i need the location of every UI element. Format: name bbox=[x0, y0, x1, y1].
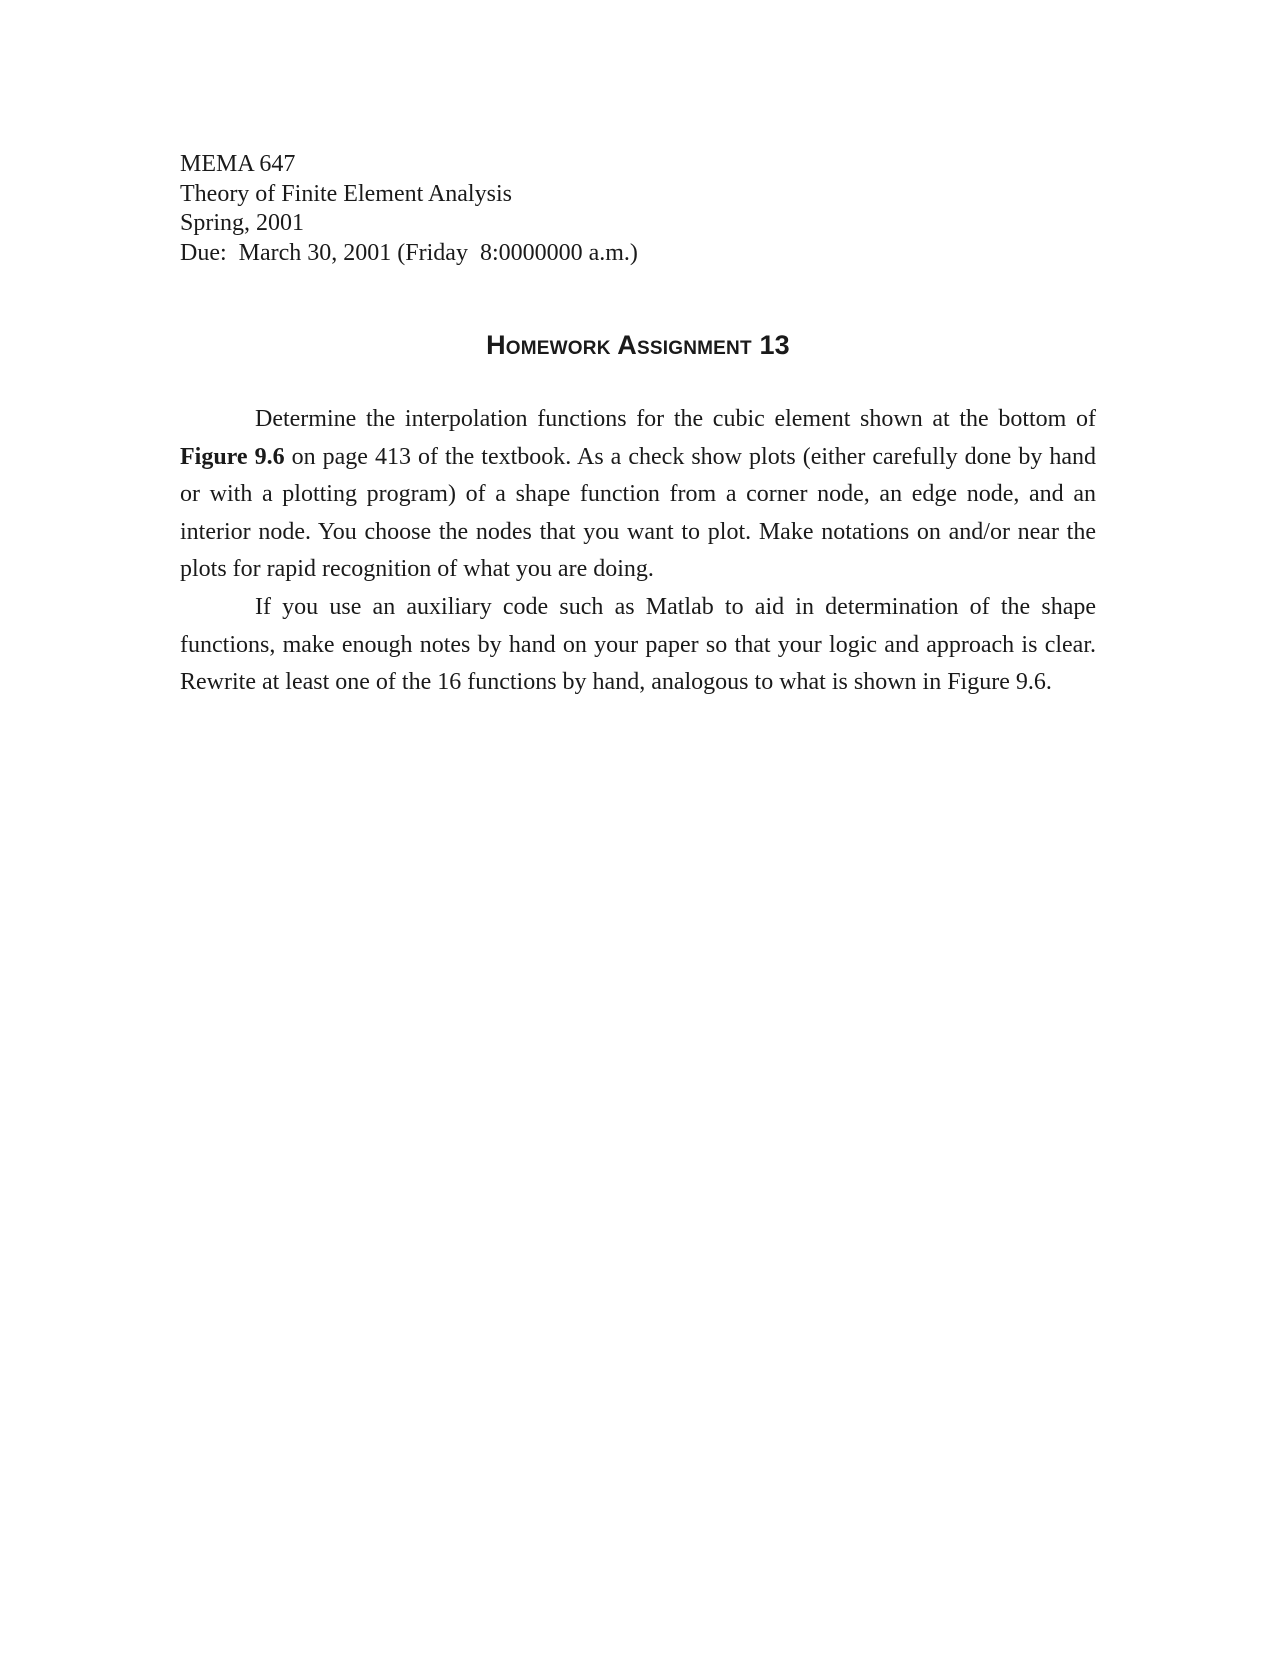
figure-reference: Figure 9.6 bbox=[180, 443, 285, 470]
assignment-body bbox=[180, 401, 1096, 702]
paragraph-2: If you use an auxiliary code such as Matlab to aid in determination of the shape functions, make enough notes by hand on your paper so that your logic and approach is clear. Rewrite at least one of the 16 functions by hand, analogous to what is shown in Figure 9.6. bbox=[180, 593, 1096, 696]
paragraph-1 bbox=[180, 401, 1096, 589]
course-number: MEMA 647 bbox=[180, 151, 296, 177]
paragraph-1-lead: Determine the interpolation functions for the cubic element shown at the bottom of bbox=[255, 406, 1096, 432]
term: Spring, 2001 bbox=[180, 210, 305, 236]
paragraph-1-rest: on page 413 of the textbook. As a check show plots (either carefully done by hand or with a plotting program) of a shape function from a corner node, an edge node, and an interior node. You choose the nodes that you want to plot. Make notations on and/or near the plots for rapid recognition of what you are doing. bbox=[180, 443, 1097, 583]
due-date: Due: March 30, 2001 (Friday 8:0000000 a.m.) bbox=[180, 239, 638, 266]
course-title: Theory of Finite Element Analysis bbox=[180, 180, 512, 207]
header-block bbox=[180, 150, 638, 268]
assignment-title: Homework Assignment 13 bbox=[486, 330, 790, 360]
